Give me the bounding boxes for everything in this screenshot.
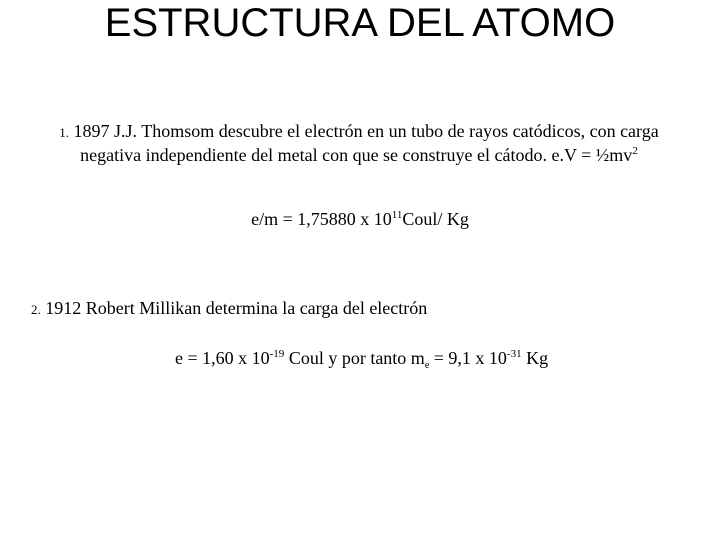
formula2-part1: e = 1,60 x 10 — [175, 348, 270, 368]
list-text-1-superscript: 2 — [632, 145, 638, 157]
charge-mass-ratio-formula — [0, 207, 720, 231]
formula2-part3: = 9,1 x 10 — [429, 348, 507, 368]
list-number-1: 1. — [59, 125, 70, 140]
formula2-part2: Coul y por tanto m — [284, 348, 425, 368]
slide-title: ESTRUCTURA DEL ATOMO — [104, 1, 616, 45]
formula1-unit: Coul/ Kg — [402, 209, 469, 229]
list-item-2 — [31, 296, 631, 322]
list-number-2: 2. — [31, 302, 41, 317]
electron-charge-formula — [175, 345, 695, 371]
formula1-exponent: 11 — [391, 209, 403, 221]
formula1-text: e/m = 1,75880 x 10 — [251, 209, 392, 229]
formula2-part4: Kg — [521, 348, 549, 368]
list-text-1: 1897 J.J. Thomsom descubre el electrón en un tubo de rayos catódicos, con carga negativa independiente del metal con que se construye el cátodo. e.V = ½mv — [73, 121, 659, 165]
formula2-exponent2: -31 — [506, 348, 522, 360]
formula2-subscript: e — [424, 360, 430, 371]
list-item-1 — [44, 120, 674, 167]
formula2-exponent1: -19 — [269, 348, 285, 360]
list-text-2: 1912 Robert Millikan determina la carga del electrón — [45, 298, 428, 318]
